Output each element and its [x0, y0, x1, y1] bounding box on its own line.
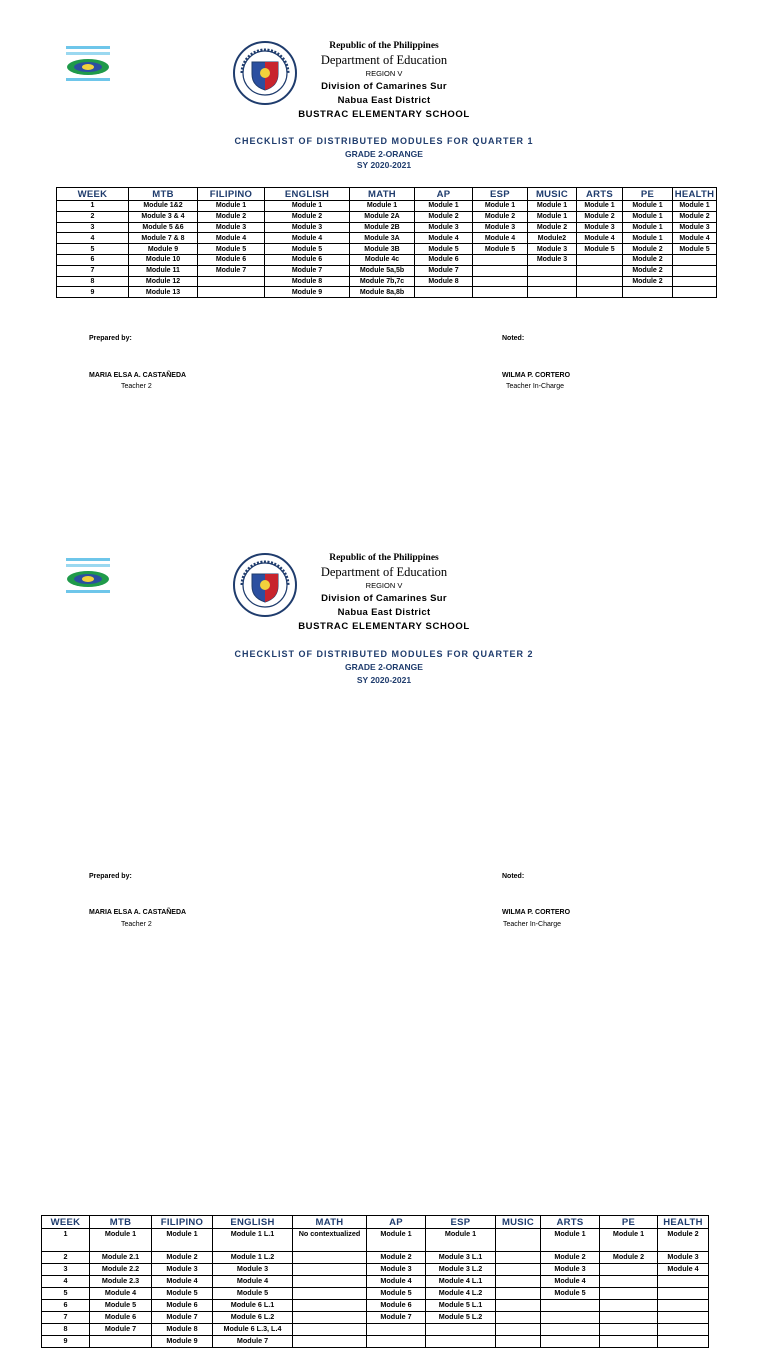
table-cell: Module 3 — [473, 222, 528, 233]
table-cell — [293, 1312, 367, 1324]
table-cell: Module 1 — [623, 233, 673, 244]
table-cell: Module 4c — [350, 254, 415, 265]
table-cell: Module 2 — [541, 1252, 600, 1264]
table-cell: Module 3 — [577, 222, 623, 233]
table-cell: Module 1 — [367, 1229, 426, 1252]
table-row — [57, 233, 717, 244]
preparer-name-q1: MARIA ELSA A. CASTAÑEDA — [89, 372, 187, 379]
table-cell — [415, 287, 473, 298]
table-cell: Module 1 L.1 — [213, 1229, 293, 1252]
table-cell: Module 3 — [152, 1264, 213, 1276]
table-cell: Module 6 L.2 — [213, 1312, 293, 1324]
table-cell: Module 2 — [265, 211, 350, 222]
table-cell: 2 — [57, 211, 129, 222]
table-cell: Module 6 L.3, L.4 — [213, 1324, 293, 1336]
table-cell: Module 3 — [213, 1264, 293, 1276]
table-cell: Module 4 — [541, 1276, 600, 1288]
table-cell — [658, 1336, 709, 1348]
table-cell — [577, 265, 623, 276]
table-cell: 9 — [57, 287, 129, 298]
table-cell: Module 5 &6 — [129, 222, 198, 233]
column-header-pe: PE — [600, 1216, 658, 1229]
table-cell: Module 1 — [528, 201, 577, 212]
table-cell: Module 5 — [577, 244, 623, 255]
department-heading: Department of Education — [320, 53, 448, 67]
table-cell — [541, 1336, 600, 1348]
school-name: BUSTRAC ELEMENTARY SCHOOL — [298, 109, 470, 120]
table-cell: Module 3A — [350, 233, 415, 244]
table-cell — [541, 1312, 600, 1324]
column-header-music: MUSIC — [496, 1216, 541, 1229]
table-cell: Module 2 — [623, 265, 673, 276]
table-cell: 8 — [57, 276, 129, 287]
noted-label-q1: Noted: — [502, 335, 525, 342]
table-cell: 4 — [57, 233, 129, 244]
table-row — [42, 1229, 709, 1252]
table-row — [57, 265, 717, 276]
table-cell: Module 2 — [152, 1252, 213, 1264]
table-cell: Module 4 — [198, 233, 265, 244]
table-cell: Module 1 — [350, 201, 415, 212]
table-cell — [600, 1312, 658, 1324]
table-cell: 3 — [42, 1264, 90, 1276]
preparer-role-q2: Teacher 2 — [121, 921, 152, 928]
table-cell: Module 2.2 — [90, 1264, 152, 1276]
column-header-week: WEEK — [42, 1216, 90, 1229]
table-cell — [658, 1312, 709, 1324]
table-cell: Module 4 L.1 — [426, 1276, 496, 1288]
table-cell: Module 1 — [623, 211, 673, 222]
table-cell — [600, 1276, 658, 1288]
table-cell — [293, 1288, 367, 1300]
column-header-math: MATH — [293, 1216, 367, 1229]
table-cell: Module 4 — [415, 233, 473, 244]
preparer-name-q2: MARIA ELSA A. CASTAÑEDA — [89, 909, 187, 916]
column-header-esp: ESP — [426, 1216, 496, 1229]
table-row — [42, 1336, 709, 1348]
table-cell — [367, 1324, 426, 1336]
table-cell: Module 5 L.1 — [426, 1300, 496, 1312]
table-cell: Module 3 — [367, 1264, 426, 1276]
table-cell: Module 6 — [367, 1300, 426, 1312]
table-row — [42, 1312, 709, 1324]
table-cell: Module 2 — [367, 1252, 426, 1264]
table-cell: Module 5 — [265, 244, 350, 255]
noter-name-q1: WILMA P. CORTERO — [502, 372, 571, 379]
table-cell: Module 7 & 8 — [129, 233, 198, 244]
table-cell: Module 3B — [350, 244, 415, 255]
table-cell: Module 4 — [152, 1276, 213, 1288]
table-cell: Module 3 & 4 — [129, 211, 198, 222]
table-cell: Module 2 — [623, 276, 673, 287]
table-cell: Module 5 — [415, 244, 473, 255]
table-cell: Module 2 — [528, 222, 577, 233]
table-row — [57, 201, 717, 212]
region-label: REGION V — [365, 581, 403, 590]
table-cell — [673, 254, 717, 265]
division-label: Division of Camarines Sur — [321, 81, 447, 92]
table-cell — [600, 1300, 658, 1312]
table-cell: Module 7 — [367, 1312, 426, 1324]
table-cell: Module 5 — [213, 1288, 293, 1300]
table-cell — [293, 1336, 367, 1348]
table-cell — [528, 287, 577, 298]
school-year-q2: SY 2020-2021 — [356, 675, 412, 685]
table-cell: Module 1 — [473, 201, 528, 212]
table-cell: Module 5a,5b — [350, 265, 415, 276]
table-cell: Module 2B — [350, 222, 415, 233]
table-cell: Module 8 — [415, 276, 473, 287]
table-cell: Module 1 L.2 — [213, 1252, 293, 1264]
noter-role-q2: Teacher In-Charge — [503, 921, 561, 928]
table-cell: Module 2 — [623, 244, 673, 255]
column-header-english: ENGLISH — [213, 1216, 293, 1229]
table-cell: Module 7 — [198, 265, 265, 276]
table-cell — [473, 254, 528, 265]
table-cell — [293, 1252, 367, 1264]
table-row — [57, 276, 717, 287]
republic-heading: Republic of the Philippines — [329, 553, 439, 563]
modules-table-q2 — [41, 1215, 709, 1348]
table-cell: 2 — [42, 1252, 90, 1264]
table-cell: Module 1 — [528, 211, 577, 222]
table-row — [42, 1264, 709, 1276]
table-cell: No contextualized — [293, 1229, 367, 1252]
table-cell: Module 6 L.1 — [213, 1300, 293, 1312]
table-cell: 3 — [57, 222, 129, 233]
table-cell: Module 7 — [90, 1324, 152, 1336]
table-cell: Module 10 — [129, 254, 198, 265]
table-cell — [528, 276, 577, 287]
table-cell: Module 6 — [265, 254, 350, 265]
table-cell: Module 4 — [90, 1288, 152, 1300]
table-cell: Module 2 — [473, 211, 528, 222]
table-cell: Module 4 L.2 — [426, 1288, 496, 1300]
table-cell: Module 7 — [265, 265, 350, 276]
table-cell: Module 4 — [473, 233, 528, 244]
table-cell: Module 12 — [129, 276, 198, 287]
table-cell: Module 3 — [528, 254, 577, 265]
school-name: BUSTRAC ELEMENTARY SCHOOL — [298, 621, 470, 632]
table-row — [42, 1288, 709, 1300]
table-cell: Module 7 — [152, 1312, 213, 1324]
table-cell — [600, 1288, 658, 1300]
table-cell: Module 4 — [213, 1276, 293, 1288]
table-cell — [496, 1312, 541, 1324]
column-header-filipino: FILIPINO — [198, 188, 265, 201]
division-label: Division of Camarines Sur — [321, 593, 447, 604]
table-row — [57, 222, 717, 233]
column-header-filipino: FILIPINO — [152, 1216, 213, 1229]
table-cell: Module 1 — [600, 1229, 658, 1252]
prepared-by-label-q2: Prepared by: — [89, 873, 132, 880]
table-cell — [496, 1229, 541, 1252]
table-cell — [198, 276, 265, 287]
column-header-esp: ESP — [473, 188, 528, 201]
table-cell: Module 6 — [198, 254, 265, 265]
table-cell: Module 1 — [198, 201, 265, 212]
republic-heading: Republic of the Philippines — [329, 41, 439, 51]
table-cell: Module 5 — [473, 244, 528, 255]
column-header-mtb: MTB — [129, 188, 198, 201]
table-cell: Module 2.3 — [90, 1276, 152, 1288]
table-cell: Module 4 — [658, 1264, 709, 1276]
table-cell: Module 3 — [541, 1264, 600, 1276]
table-cell: Module 2 — [673, 211, 717, 222]
column-header-arts: ARTS — [577, 188, 623, 201]
table-cell — [473, 287, 528, 298]
checklist-title-q1: CHECKLIST OF DISTRIBUTED MODULES FOR QUARTER 1 — [234, 136, 534, 146]
table-cell: Module 1 — [577, 201, 623, 212]
table-row — [42, 1252, 709, 1264]
table-cell — [577, 287, 623, 298]
table-cell: Module 9 — [129, 244, 198, 255]
table-cell — [600, 1264, 658, 1276]
table-cell — [673, 287, 717, 298]
table-cell: 5 — [57, 244, 129, 255]
table-cell — [658, 1324, 709, 1336]
table-cell — [293, 1324, 367, 1336]
table-row — [57, 211, 717, 222]
table-cell: Module 4 — [265, 233, 350, 244]
table-cell: Module 3 — [658, 1252, 709, 1264]
table-cell: Module 7 — [415, 265, 473, 276]
table-cell — [496, 1300, 541, 1312]
table-cell — [293, 1276, 367, 1288]
district-label: Nabua East District — [337, 95, 431, 106]
table-cell: Module 1&2 — [129, 201, 198, 212]
table-cell — [473, 265, 528, 276]
table-cell — [577, 254, 623, 265]
table-cell: Module 6 — [415, 254, 473, 265]
department-heading: Department of Education — [320, 565, 448, 579]
table-cell: Module 3 — [528, 244, 577, 255]
table-cell — [673, 265, 717, 276]
table-cell: Module 4 — [577, 233, 623, 244]
table-cell: 1 — [42, 1229, 90, 1252]
table-cell: Module 4 — [367, 1276, 426, 1288]
table-cell: 5 — [42, 1288, 90, 1300]
table-cell — [528, 265, 577, 276]
table-cell: Module 6 — [152, 1300, 213, 1312]
table-cell: Module 7b,7c — [350, 276, 415, 287]
table-cell — [623, 287, 673, 298]
table-row — [42, 1300, 709, 1312]
table-cell: Module 5 — [673, 244, 717, 255]
table-cell — [90, 1336, 152, 1348]
column-header-mtb: MTB — [90, 1216, 152, 1229]
checklist-title-q2: CHECKLIST OF DISTRIBUTED MODULES FOR QUARTER 2 — [234, 649, 534, 659]
table-cell: 9 — [42, 1336, 90, 1348]
table-cell: Module2 — [528, 233, 577, 244]
column-header-health: HEALTH — [658, 1216, 709, 1229]
table-cell: Module 2 — [623, 254, 673, 265]
table-cell — [198, 287, 265, 298]
table-cell: Module 3 L.1 — [426, 1252, 496, 1264]
table-cell: Module 2.1 — [90, 1252, 152, 1264]
prepared-by-label-q1: Prepared by: — [89, 335, 132, 342]
table-cell: Module 1 — [152, 1229, 213, 1252]
table-cell — [496, 1324, 541, 1336]
noter-role-q1: Teacher In-Charge — [506, 383, 564, 390]
table-cell: Module 1 — [426, 1229, 496, 1252]
table-cell: 6 — [57, 254, 129, 265]
column-header-pe: PE — [623, 188, 673, 201]
column-header-week: WEEK — [57, 188, 129, 201]
table-cell: Module 1 — [415, 201, 473, 212]
table-cell — [673, 276, 717, 287]
table-cell: Module 1 — [541, 1229, 600, 1252]
table-cell: Module 8 — [265, 276, 350, 287]
modules-table-q1 — [56, 187, 717, 298]
table-cell: Module 3 — [198, 222, 265, 233]
region-label: REGION V — [365, 69, 403, 78]
noted-label-q2: Noted: — [502, 873, 525, 880]
table-cell: Module 2 — [415, 211, 473, 222]
table-cell: Module 7 — [213, 1336, 293, 1348]
table-row — [57, 244, 717, 255]
preparer-role-q1: Teacher 2 — [121, 383, 152, 390]
table-cell: Module 5 — [541, 1288, 600, 1300]
table-cell: Module 4 — [673, 233, 717, 244]
table-cell: 8 — [42, 1324, 90, 1336]
table-cell: 1 — [57, 201, 129, 212]
table-cell — [658, 1288, 709, 1300]
school-year-q1: SY 2020-2021 — [356, 160, 412, 170]
table-cell — [577, 276, 623, 287]
table-cell: Module 3 — [265, 222, 350, 233]
table-cell — [600, 1336, 658, 1348]
table-cell: Module 1 — [265, 201, 350, 212]
table-cell — [426, 1324, 496, 1336]
table-cell: 7 — [42, 1312, 90, 1324]
table-cell: Module 1 — [90, 1229, 152, 1252]
table-cell: Module 3 — [415, 222, 473, 233]
table-cell: Module 2 — [600, 1252, 658, 1264]
table-cell: Module 5 L.2 — [426, 1312, 496, 1324]
table-cell — [496, 1288, 541, 1300]
table-cell — [496, 1264, 541, 1276]
table-cell: Module 5 — [90, 1300, 152, 1312]
table-cell — [293, 1300, 367, 1312]
column-header-health: HEALTH — [673, 188, 717, 201]
table-cell: Module 8a,8b — [350, 287, 415, 298]
table-cell: Module 2 — [658, 1229, 709, 1252]
table-cell — [496, 1336, 541, 1348]
table-cell: 6 — [42, 1300, 90, 1312]
table-row — [57, 287, 717, 298]
table-cell: Module 2 — [577, 211, 623, 222]
grade-label-q1: GRADE 2-ORANGE — [345, 149, 423, 159]
noter-name-q2: WILMA P. CORTERO — [502, 909, 571, 916]
table-cell: Module 3 L.2 — [426, 1264, 496, 1276]
table-cell: Module 1 — [673, 201, 717, 212]
table-cell — [658, 1276, 709, 1288]
column-header-ap: AP — [415, 188, 473, 201]
table-cell: Module 1 — [623, 222, 673, 233]
table-cell: 7 — [57, 265, 129, 276]
table-cell: Module 5 — [367, 1288, 426, 1300]
table-cell — [600, 1324, 658, 1336]
table-row — [42, 1276, 709, 1288]
table-cell — [473, 276, 528, 287]
table-cell: Module 9 — [265, 287, 350, 298]
table-row — [57, 254, 717, 265]
table-cell — [293, 1264, 367, 1276]
table-cell: Module 1 — [623, 201, 673, 212]
grade-label-q2: GRADE 2-ORANGE — [345, 662, 423, 672]
table-cell — [658, 1300, 709, 1312]
table-cell — [541, 1300, 600, 1312]
column-header-ap: AP — [367, 1216, 426, 1229]
table-cell: Module 6 — [90, 1312, 152, 1324]
column-header-english: ENGLISH — [265, 188, 350, 201]
table-cell: 4 — [42, 1276, 90, 1288]
table-cell: Module 11 — [129, 265, 198, 276]
table-cell: Module 5 — [198, 244, 265, 255]
table-cell — [496, 1276, 541, 1288]
table-cell: Module 2 — [198, 211, 265, 222]
column-header-music: MUSIC — [528, 188, 577, 201]
table-cell: Module 5 — [152, 1288, 213, 1300]
table-row — [42, 1324, 709, 1336]
district-label: Nabua East District — [337, 607, 431, 618]
table-cell: Module 8 — [152, 1324, 213, 1336]
table-cell: Module 13 — [129, 287, 198, 298]
table-cell — [367, 1336, 426, 1348]
table-cell: Module 2A — [350, 211, 415, 222]
table-cell — [426, 1336, 496, 1348]
table-cell — [541, 1324, 600, 1336]
column-header-arts: ARTS — [541, 1216, 600, 1229]
table-cell: Module 9 — [152, 1336, 213, 1348]
table-cell — [496, 1252, 541, 1264]
column-header-math: MATH — [350, 188, 415, 201]
table-cell: Module 3 — [673, 222, 717, 233]
